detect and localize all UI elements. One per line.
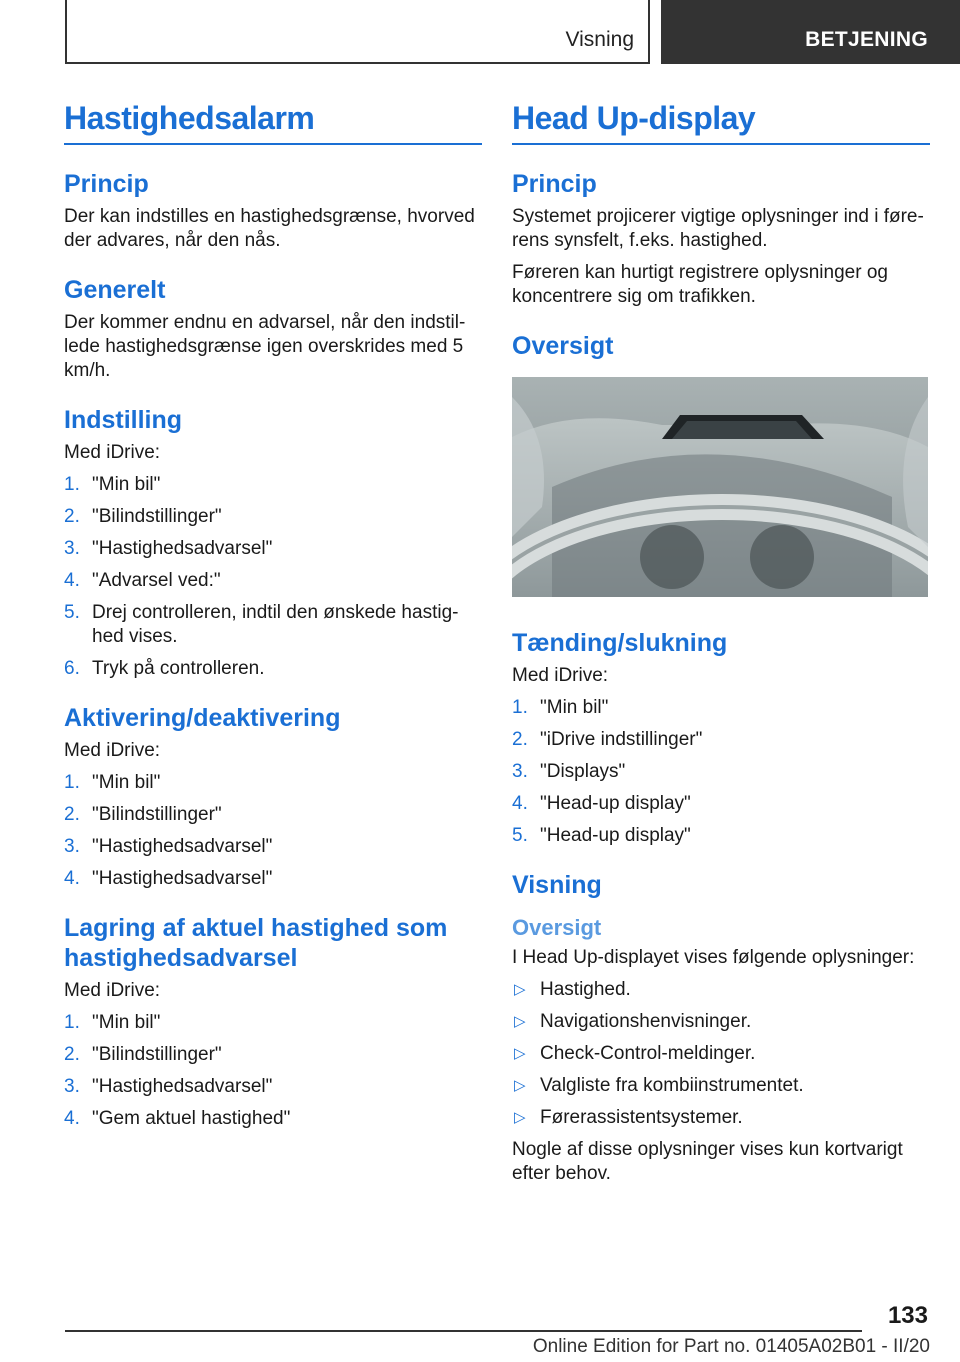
lagring-heading: Lagring af aktuel hastighed som hastighedsadvarsel (64, 914, 448, 972)
list-item: 6. Tryk på controlleren. (64, 658, 265, 679)
list-item: 1. "Min bil" (64, 474, 161, 495)
aktivering-intro: Med iDrive: (64, 740, 161, 761)
list-item: 2. "Bilindstillinger" (64, 1044, 222, 1065)
list-item: ▷ Hastighed. (514, 979, 631, 1000)
oversigt-heading: Oversigt (512, 332, 614, 360)
visning-heading: Visning (512, 871, 602, 899)
indstilling-heading: Indstilling (64, 406, 183, 434)
triangle-bullet-icon: ▷ (514, 1109, 526, 1126)
indstilling-intro: Med iDrive: (64, 442, 161, 463)
aktivering-steps (64, 771, 482, 891)
left-princip-heading: Princip (64, 170, 149, 198)
dashboard-photo (512, 377, 928, 597)
list-item: ▷ Førerassistentsystemer. (514, 1107, 743, 1128)
visning-outro: Nogle af disse oplysninger vises kun kortvarigt efter behov. (512, 1139, 903, 1184)
list-item: 3. "Hastighedsadvarsel" (64, 836, 273, 857)
right-column (512, 100, 930, 1194)
list-item: 2. "Bilindstillinger" (64, 804, 222, 825)
triangle-bullet-icon: ▷ (514, 1013, 526, 1030)
header-chapter-tab (661, 0, 960, 64)
triangle-bullet-icon: ▷ (514, 1045, 526, 1062)
right-title: Head Up-display (512, 100, 930, 145)
indstilling-steps (64, 473, 482, 681)
list-item: 1. "Min bil" (512, 697, 609, 718)
generelt-heading: Generelt (64, 276, 166, 304)
right-princip-text1: Systemet projicerer vigtige oplysninger ind i førerens synsfelt, f.eks. hastighed. (512, 206, 924, 251)
left-title: Hastighedsalarm (64, 100, 482, 145)
list-item: 2. "Bilindstillinger" (64, 506, 222, 527)
lagring-steps (64, 1011, 482, 1131)
list-item: 3. "Displays" (512, 761, 626, 782)
left-princip-text: Der kan indstilles en hastighedsgrænse, hvorved der advares, når den nås. (64, 206, 475, 251)
list-item: 3. "Hastighedsadvarsel" (64, 1076, 273, 1097)
triangle-bullet-icon: ▷ (514, 981, 526, 998)
right-princip-text2: Føreren kan hurtigt registrere oplysninger og koncentrere sig om trafikken. (512, 262, 888, 307)
taending-intro: Med iDrive: (512, 665, 609, 686)
taending-steps (512, 696, 930, 848)
list-item: ▷ Valgliste fra kombiinstrumentet. (514, 1075, 804, 1096)
footer-edition: Online Edition for Part no. 01405A02B01 - II/20 (532, 1336, 930, 1357)
taending-heading: Tænding/slukning (512, 629, 728, 657)
triangle-bullet-icon: ▷ (514, 1077, 526, 1094)
aktivering-heading: Aktivering/deaktivering (64, 704, 341, 732)
lagring-intro: Med iDrive: (64, 980, 161, 1001)
visning-subheading: Oversigt (512, 915, 602, 940)
list-item: 5. "Head-up display" (512, 825, 691, 846)
list-item: ▷ Navigationshenvisninger. (514, 1011, 752, 1032)
left-column (64, 100, 482, 1139)
header-box (65, 0, 650, 64)
list-item: 5. Drej controlleren, indtil den ønskede hastighed vises. (64, 602, 459, 647)
footer-divider (65, 1330, 862, 1332)
visning-intro: I Head Up-displayet vises følgende oplysninger: (512, 947, 915, 968)
list-item: ▷ Check-Control-meldinger. (514, 1043, 756, 1064)
right-princip-heading: Princip (512, 170, 597, 198)
list-item: 3. "Hastighedsadvarsel" (64, 538, 273, 559)
list-item: 4. "Head-up display" (512, 793, 691, 814)
list-item: 1. "Min bil" (64, 772, 161, 793)
list-item: 4. "Gem aktuel hastighed" (64, 1108, 291, 1129)
page-number: 133 (887, 1302, 928, 1329)
list-item: 4. "Hastighedsadvarsel" (64, 868, 273, 889)
generelt-text: Der kommer endnu en advarsel, når den indstillede hastighedsgrænse igen overskrides med 5 km/h. (64, 312, 466, 381)
header-section: Visning (565, 28, 634, 51)
visning-bullets (512, 978, 930, 1130)
list-item: 2. "iDrive indstillinger" (512, 729, 703, 750)
header-chapter-label: BETJENING (805, 28, 928, 51)
list-item: 1. "Min bil" (64, 1012, 161, 1033)
list-item: 4. "Advarsel ved:" (64, 570, 221, 591)
